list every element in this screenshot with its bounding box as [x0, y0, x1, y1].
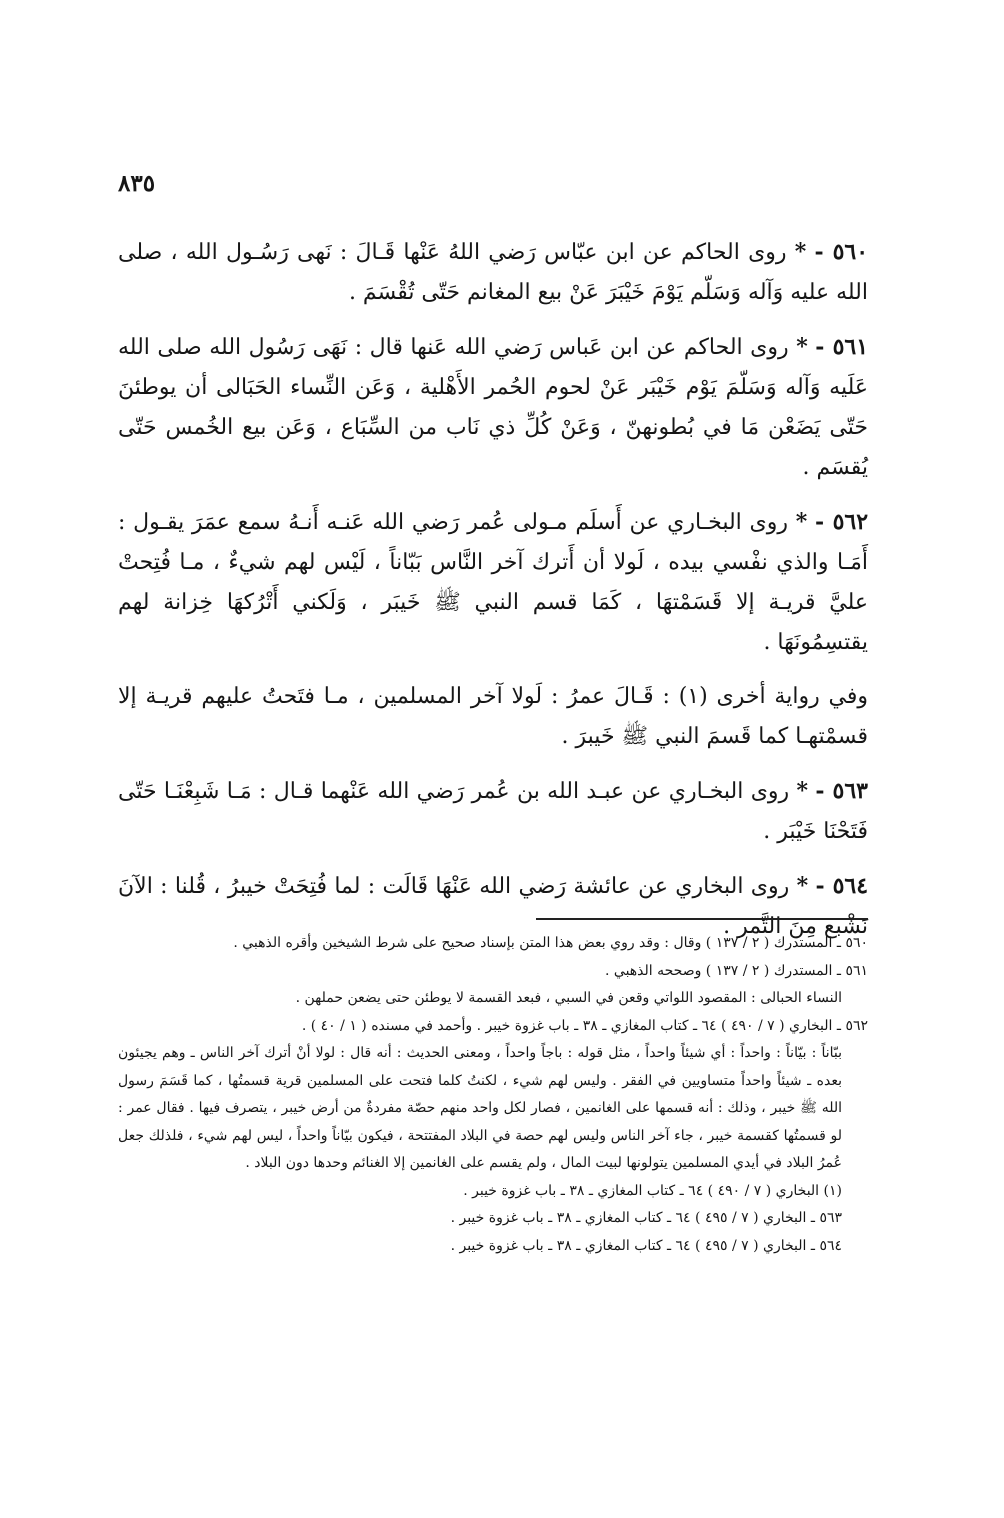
- footnote-1: (١) البخاري ( ٧ / ٤٩٠ ) ٦٤ ـ كتاب المغازي ـ ٣٨ ـ باب غزوة خيبر .: [463, 1182, 842, 1199]
- page-number: ٨٣٥: [118, 170, 156, 197]
- footnote-563: ٥٦٣ ـ البخاري ( ٧ / ٤٩٥ ) ٦٤ ـ كتاب المغازي ـ ٣٨ ـ باب غزوة خيبر .: [450, 1210, 842, 1226]
- hadith-562: [118, 502, 868, 663]
- footnote-561: ٥٦١ ـ المستدرك ( ٢ / ١٣٧ ) وصححه الذهبي .: [605, 962, 868, 979]
- footnote-562: ٥٦٢ ـ البخاري ( ٧ / ٤٩٠ ) ٦٤ ـ كتاب المغازي ـ ٣٨ ـ باب غزوة خيبر . وأحمد في مسنده ( ١ / ٤٠ ) .: [301, 1017, 868, 1034]
- footnote-560: ٥٦٠ ـ المستدرك ( ٢ / ١٣٧ ) وقال : وقد روي بعض هذا المتن بإسناد صحيح على شرط الشيخين وأقره الذهبي .: [233, 935, 868, 951]
- hadith-number: ٥٦٣ -: [815, 778, 868, 804]
- hadith-text: روى الحاكم عن ابن عبّاس رَضي اللهُ عَنْها قَـالَ : نَهى رَسُـول الله ، صلى الله عليه وَآله وَسَلّم يَوْمَ خَيْبَرَ عَنْ بيع المغانم حَتّى تُقْسَمَ .: [118, 240, 868, 305]
- hadith-number: ٥٦٠ -: [814, 239, 869, 265]
- hadith-560: [118, 232, 868, 313]
- hadith-561: [118, 327, 868, 488]
- hadith-text: روى البخـاري عن عبـد الله بن عُمر رَضي الله عَنْهما قـال : مَـا شَبِعْنَـا حَتّى فَتَحْنَا خَيْبَر .: [118, 779, 868, 844]
- footnote-561-note: النساء الحبالى : المقصود اللواتي وقعن في السبي ، فبعد القسمة لا يوطئن حتى يضعن حملهن .: [295, 990, 842, 1006]
- star-marker: *: [796, 778, 809, 804]
- hadith-number: ٥٦٢ -: [815, 509, 869, 535]
- hadith-text: وفي رواية أخرى (١) : قَـالَ عمرُ : لَولا آخر المسلمين ، مـا فتَحتُ عليهم قريـة إلا قسمْتهـا كما قَسمَ النبي ﷺ خَيبرَ .: [118, 684, 869, 749]
- hadith-body: [118, 232, 868, 961]
- footnote-562-explanation: ببّاناً : بيّاناً : واحداً : أي شيئاً واحداً ، مثل قوله : باجاً واحداً ، ومعنى الحديث : أنه قال : لولا أنْ أترك آخر الناس ـ وهم يجيئون بعده ـ شيئاً واحداً متساويين في الفقر . وليس لهم شيء ، لكنتُ كلما فتحت على المسلمين قرية قسمتُها ، كما قَسَمَ رسول الله ﷺ خيبر ، وذلك : أنه قسمها على الغانمين ، فصار لكل واحد منهم حصّة مفردةٌ من أرض خيبر ، يتصرف فيها . فقال عمر : لو قسمتُها كقسمة خيبر ، جاء آخر الناس وليس لهم حصة في البلاد المفتتحة ، فيكون بيّاناً واحداً ، ليس لهم شيء ، فلذلك جعل عُمرُ البلاد في أيدي المسلمين يتولونها لبيت المال ، ولم يقسم على الغانمين إلا الغنائم وحدها دون البلاد .: [118, 1045, 842, 1171]
- footnotes: [118, 930, 868, 1260]
- star-marker: *: [794, 239, 807, 265]
- hadith-number: ٥٦٤ -: [815, 873, 869, 899]
- hadith-text: روى البخاري عن عائشة رَضي الله عَنْهَا قَالَت : لما فُتِحَتْ خيبرُ ، قُلنا : الآنَ نَشْبع مِنَ التَّمر .: [118, 874, 868, 939]
- star-marker: *: [795, 509, 808, 535]
- hadith-563: [118, 771, 868, 852]
- hadith-562-other-narration: [118, 677, 868, 757]
- footnote-564: ٥٦٤ ـ البخاري ( ٧ / ٤٩٥ ) ٦٤ ـ كتاب المغازي ـ ٣٨ ـ باب غزوة خيبر .: [450, 1237, 842, 1254]
- hadith-number: ٥٦١ -: [815, 334, 869, 360]
- hadith-text: روى البخـاري عن أَسلَم مـولى عُمر رَضي الله عَنـه أَنـهُ سمع عمَرَ يقـول : أَمَـا والذي نفْسي بيده ، لَولا أن أَترك آخر النَّاس بَبّاناً ، لَيْس لهم شيءٌ ، مـا فُتِحتْ عليَّ قريـة إلا قَسَمْتهَا ، كَمَا قسم النبي ﷺ خَيبَر ، وَلَكني أَتْرُكهَا خِزانة لهم يقتسِمُونَهَا .: [118, 510, 868, 655]
- star-marker: *: [796, 334, 808, 360]
- hadith-text: روى الحاكم عن ابن عَباس رَضي الله عَنها قال : نَهَى رَسُول الله صلى الله عَلَيه وَآله وَسَلّمَ يَوْم خَيْبَر عَنْ لحوم الحُمر الأَهْلية ، وَعَن النِّساء الحَبَالى أن يوطئنَ حَتّى يَضَعْن مَا في بُطونهنّ ، وَعَنْ كُلِّ ذي نَاب من السِّبَاع ، وَعَن بيع الخُمس حَتّى يُقسَم .: [118, 335, 868, 480]
- star-marker: *: [796, 873, 809, 899]
- footnote-divider: [536, 918, 868, 920]
